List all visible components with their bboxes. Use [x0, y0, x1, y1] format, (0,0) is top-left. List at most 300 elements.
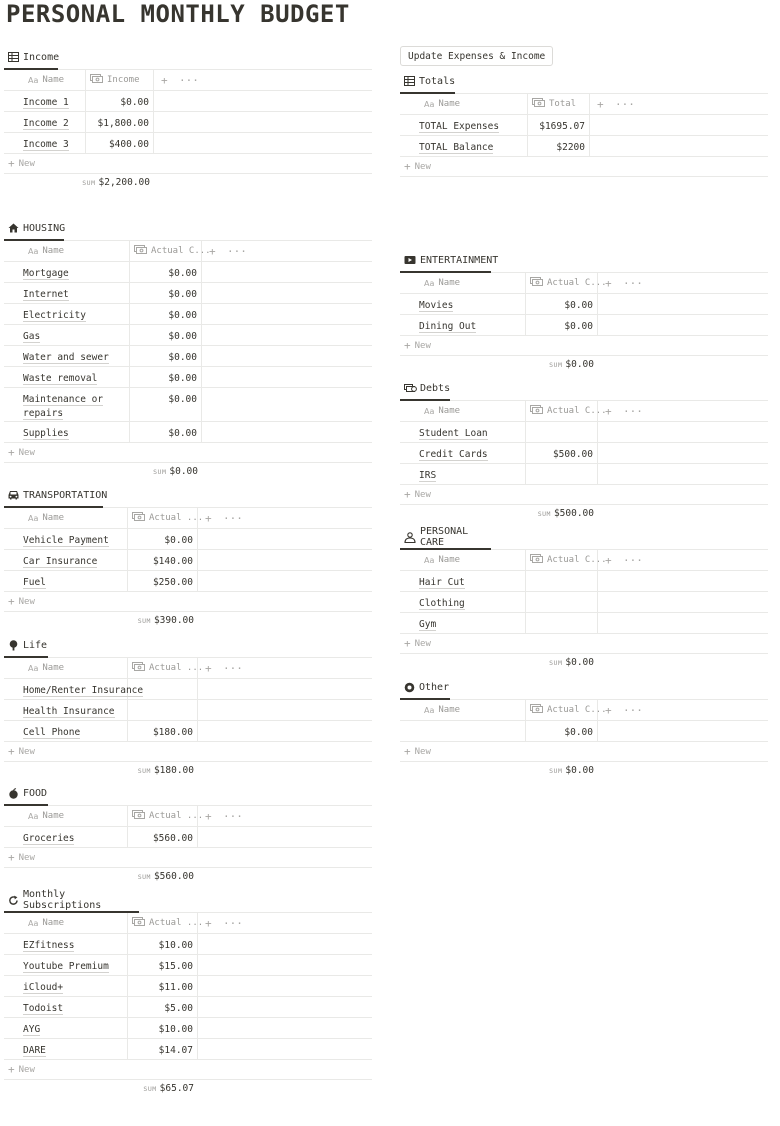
row-name-text: Dining Out: [419, 321, 477, 332]
table-row[interactable]: [4, 304, 372, 325]
add-column-icon[interactable]: +: [205, 661, 212, 675]
new-row-button[interactable]: [400, 634, 768, 654]
column-header-name[interactable]: [400, 550, 526, 570]
house-icon: [8, 222, 19, 234]
tab-housing[interactable]: [4, 217, 64, 241]
add-column-icon[interactable]: +: [605, 553, 612, 567]
tab-life[interactable]: [4, 634, 48, 658]
column-header-name-label: Name: [42, 246, 65, 256]
add-column-icon[interactable]: +: [205, 809, 212, 823]
row-name-text: Income 2: [23, 118, 69, 129]
row-name-text: Groceries: [23, 833, 75, 844]
column-header-value-label: Actual C...: [547, 278, 607, 288]
cell-name[interactable]: [4, 346, 130, 366]
row-name-text: Income 3: [23, 139, 69, 150]
sum-value[interactable]: [4, 177, 150, 188]
row-name-text: Cell Phone: [23, 727, 81, 738]
table-row[interactable]: [400, 136, 768, 157]
cell-name[interactable]: [4, 1018, 128, 1038]
table-row[interactable]: [4, 388, 372, 422]
tab-label: Totals: [419, 75, 456, 87]
sum-row: [4, 612, 372, 632]
sum-amount: $0.00: [169, 466, 198, 477]
table-row[interactable]: [400, 443, 768, 464]
table-row[interactable]: [4, 367, 372, 388]
cell-name[interactable]: [4, 955, 128, 975]
table-row[interactable]: [4, 976, 372, 997]
row-name-text: Hair Cut: [419, 577, 465, 588]
tab-label: Other: [419, 681, 450, 693]
add-column-icon[interactable]: +: [205, 511, 212, 525]
cell-name[interactable]: [4, 422, 130, 442]
row-name-text: Gym: [419, 619, 437, 630]
cell-value[interactable]: [526, 592, 598, 612]
header-row: [4, 70, 372, 91]
cell-value[interactable]: $0.00: [526, 294, 598, 314]
page-title: PERSONAL MONTHLY BUDGET: [6, 0, 350, 28]
column-header-name-label: Name: [42, 918, 65, 928]
text-type-icon: Aa: [28, 513, 39, 523]
currency-icon: [132, 917, 145, 929]
row-name-text: Maintenance or repairs: [23, 394, 104, 419]
cell-name[interactable]: [400, 115, 528, 135]
row-name-text: Income 1: [23, 97, 69, 108]
table-row[interactable]: [4, 827, 372, 848]
table-row[interactable]: [4, 91, 372, 112]
tab-label: TRANSPORTATION: [23, 489, 108, 501]
more-options-icon[interactable]: ···: [223, 511, 243, 525]
sum-row: [4, 868, 372, 888]
housing-table: [4, 217, 372, 484]
tab-debts[interactable]: [400, 377, 450, 401]
cell-name[interactable]: [4, 721, 128, 741]
column-header-value-label: Actual ...: [149, 663, 204, 673]
currency-icon: [532, 98, 545, 110]
cell-value[interactable]: $180.00: [128, 721, 198, 741]
new-row-button[interactable]: [400, 336, 768, 356]
row-name-text: Credit Cards: [419, 449, 488, 460]
new-row-label: New: [18, 852, 35, 863]
tab-entertainment[interactable]: [400, 249, 499, 273]
sum-amount: $500.00: [553, 508, 594, 519]
column-header-name-label: Name: [42, 513, 65, 523]
cell-value[interactable]: [526, 422, 598, 442]
right-column: [400, 46, 768, 776]
table-row[interactable]: [400, 115, 768, 136]
sum-label: SUM: [137, 767, 151, 775]
cell-name[interactable]: [4, 571, 128, 591]
column-header-value[interactable]: [526, 273, 607, 293]
column-header-value-label: Actual C...: [151, 246, 211, 256]
text-type-icon: Aa: [424, 99, 435, 109]
column-header-name-label: Name: [438, 99, 461, 109]
sum-value[interactable]: [4, 1083, 194, 1094]
column-header-name[interactable]: [400, 401, 526, 421]
header-row: [400, 94, 768, 115]
currency-icon: [132, 810, 145, 822]
cell-name[interactable]: [4, 388, 130, 421]
text-type-icon: Aa: [424, 406, 435, 416]
sum-value[interactable]: [4, 871, 194, 882]
cell-name[interactable]: [4, 827, 128, 847]
column-header-value-label: Actual ...: [149, 513, 204, 523]
text-type-icon: Aa: [424, 555, 435, 565]
column-header-value[interactable]: [128, 913, 204, 933]
plus-icon: +: [404, 160, 411, 173]
column-header-name-label: Name: [438, 705, 461, 715]
column-header-value[interactable]: [528, 94, 590, 114]
totals-table: [400, 70, 768, 219]
cell-name[interactable]: [400, 464, 526, 484]
column-header-name[interactable]: [400, 700, 526, 720]
table-row[interactable]: [400, 315, 768, 336]
row-name-text: Home/Renter Insurance: [23, 685, 144, 696]
plus-icon: +: [404, 339, 411, 352]
cell-value[interactable]: $1695.07: [528, 115, 590, 135]
cell-value[interactable]: $140.00: [128, 550, 198, 570]
plus-icon: +: [8, 745, 15, 758]
cell-value[interactable]: $250.00: [128, 571, 198, 591]
column-header-value-label: Actual C...: [547, 406, 607, 416]
new-row-button[interactable]: [4, 443, 372, 463]
cell-value[interactable]: [526, 613, 598, 633]
cell-name[interactable]: [400, 422, 526, 442]
cell-name[interactable]: [400, 571, 526, 591]
table-row[interactable]: [400, 464, 768, 485]
cell-value[interactable]: $10.00: [128, 934, 198, 954]
tab-label: Income: [23, 51, 60, 63]
cell-value[interactable]: $0.00: [130, 283, 202, 303]
text-type-icon: Aa: [28, 75, 39, 85]
sum-value[interactable]: [400, 508, 594, 519]
cell-name[interactable]: [4, 997, 128, 1017]
column-header-name[interactable]: [4, 913, 128, 933]
row-name-text: Health Insurance: [23, 706, 115, 717]
column-header-value-label: Actual ...: [149, 918, 204, 928]
row-name-text: Electricity: [23, 310, 86, 321]
cell-value[interactable]: $560.00: [128, 827, 198, 847]
cell-value[interactable]: $400.00: [86, 133, 154, 153]
new-row-button[interactable]: [4, 1060, 372, 1080]
cell-value[interactable]: [526, 464, 598, 484]
column-header-name-label: Name: [42, 75, 65, 85]
cell-name[interactable]: [400, 136, 528, 156]
column-header-name[interactable]: [4, 658, 128, 678]
table-row[interactable]: [4, 112, 372, 133]
cell-name[interactable]: [4, 325, 130, 345]
cell-value[interactable]: $15.00: [128, 955, 198, 975]
header-row: [400, 550, 768, 571]
header-row: [400, 401, 768, 422]
more-options-icon[interactable]: ···: [223, 916, 243, 930]
table-row[interactable]: [4, 721, 372, 742]
plus-icon: +: [8, 446, 15, 459]
add-column-icon[interactable]: +: [597, 97, 604, 111]
cell-value[interactable]: $11.00: [128, 976, 198, 996]
table-row[interactable]: [400, 422, 768, 443]
sum-label: SUM: [82, 179, 96, 187]
sum-row: [4, 762, 372, 782]
new-row-button[interactable]: [4, 592, 372, 612]
cell-name[interactable]: [4, 133, 86, 153]
header-row: [4, 241, 372, 262]
cell-value[interactable]: $2200: [528, 136, 590, 156]
row-name-text: EZfitness: [23, 940, 75, 951]
sum-row: [400, 505, 768, 525]
plus-icon: +: [8, 851, 15, 864]
cell-value[interactable]: $0.00: [526, 315, 598, 335]
tab-food[interactable]: [4, 782, 48, 806]
column-header-value[interactable]: [526, 401, 607, 421]
column-header-name[interactable]: [4, 806, 128, 826]
row-name-text: Vehicle Payment: [23, 535, 109, 546]
cell-name[interactable]: [4, 112, 86, 132]
add-column-icon[interactable]: +: [209, 244, 216, 258]
cell-value[interactable]: $0.00: [130, 367, 202, 387]
cell-name[interactable]: [4, 700, 128, 720]
add-column-icon[interactable]: +: [205, 916, 212, 930]
column-header-name[interactable]: [4, 241, 130, 261]
entertainment-tabbar: [400, 249, 768, 273]
new-row-label: New: [414, 638, 431, 649]
table-row[interactable]: [4, 422, 372, 443]
sum-value[interactable]: [400, 657, 594, 668]
table-row[interactable]: [4, 346, 372, 367]
column-header-value[interactable]: [128, 658, 204, 678]
plus-icon: +: [8, 157, 15, 170]
column-header-value-label: Total: [549, 99, 577, 109]
cell-name[interactable]: [400, 613, 526, 633]
column-header-value[interactable]: [128, 508, 204, 528]
table-row[interactable]: [4, 550, 372, 571]
cell-value[interactable]: $0.00: [128, 529, 198, 549]
row-name-text: Youtube Premium: [23, 961, 109, 972]
currency-icon: [132, 512, 145, 524]
cell-value[interactable]: $500.00: [526, 443, 598, 463]
cell-name[interactable]: [400, 721, 526, 741]
header-row: [4, 806, 372, 827]
sum-amount: $0.00: [565, 657, 594, 668]
cell-value[interactable]: $0.00: [130, 388, 202, 421]
cell-value[interactable]: $5.00: [128, 997, 198, 1017]
new-row-button[interactable]: [400, 157, 768, 177]
table-row[interactable]: [4, 1018, 372, 1039]
new-row-button[interactable]: [400, 742, 768, 762]
table-row[interactable]: [4, 997, 372, 1018]
table-row[interactable]: [4, 955, 372, 976]
tab-transportation[interactable]: [4, 484, 108, 508]
cell-name[interactable]: [400, 315, 526, 335]
new-row-button[interactable]: [400, 485, 768, 505]
tab-personal_care[interactable]: [400, 526, 491, 550]
column-header-name-label: Name: [438, 278, 461, 288]
tab-other[interactable]: [400, 676, 450, 700]
cell-value[interactable]: $14.07: [128, 1039, 198, 1059]
text-type-icon: Aa: [28, 663, 39, 673]
cell-name[interactable]: [4, 91, 86, 111]
sum-label: SUM: [137, 617, 151, 625]
text-type-icon: Aa: [28, 811, 39, 821]
column-header-name[interactable]: [400, 94, 528, 114]
cell-value[interactable]: $0.00: [130, 346, 202, 366]
sum-label: SUM: [143, 1085, 157, 1093]
cell-value[interactable]: $10.00: [128, 1018, 198, 1038]
transportation-table: [4, 484, 372, 634]
apple-icon: [8, 787, 19, 799]
column-header-value[interactable]: [526, 700, 607, 720]
cell-name[interactable]: [4, 367, 130, 387]
more-options-icon[interactable]: ···: [179, 73, 199, 87]
cell-name[interactable]: [4, 1039, 128, 1059]
column-header-value[interactable]: [130, 241, 211, 261]
table-row[interactable]: [400, 571, 768, 592]
sum-value[interactable]: [400, 359, 594, 370]
row-name-text: AYG: [23, 1024, 41, 1035]
cell-name[interactable]: [4, 529, 128, 549]
tab-label: FOOD: [23, 787, 48, 799]
more-options-icon[interactable]: ···: [623, 276, 643, 290]
table-row[interactable]: [4, 679, 372, 700]
add-column-icon[interactable]: +: [605, 703, 612, 717]
column-header-value[interactable]: [128, 806, 204, 826]
cell-value[interactable]: $0.00: [130, 262, 202, 282]
cell-name[interactable]: [4, 304, 130, 324]
car-icon: [8, 489, 19, 501]
personal-care-table: [400, 526, 768, 676]
table-row[interactable]: [400, 613, 768, 634]
cell-value[interactable]: [128, 700, 198, 720]
column-header-name[interactable]: [4, 508, 128, 528]
sum-value[interactable]: [4, 466, 198, 477]
more-options-icon[interactable]: ···: [223, 809, 243, 823]
table-row[interactable]: [4, 1039, 372, 1060]
ticket-icon: [404, 254, 416, 266]
cell-name[interactable]: [4, 283, 130, 303]
row-name-text: TOTAL Balance: [419, 142, 494, 153]
add-column-icon[interactable]: +: [605, 404, 612, 418]
plus-icon: +: [404, 488, 411, 501]
new-row-label: New: [18, 596, 35, 607]
header-row: [4, 658, 372, 679]
tab-subscriptions[interactable]: [4, 889, 139, 913]
add-column-icon[interactable]: +: [605, 276, 612, 290]
cell-name[interactable]: [4, 934, 128, 954]
subscriptions-table: [4, 889, 372, 1099]
plus-icon: +: [8, 1063, 15, 1076]
table-row[interactable]: [400, 294, 768, 315]
table-row[interactable]: [4, 133, 372, 154]
sum-value[interactable]: [400, 765, 594, 776]
table-row[interactable]: [400, 721, 768, 742]
housing-tabbar: [4, 217, 372, 241]
sum-value[interactable]: [4, 615, 194, 626]
cell-name[interactable]: [4, 679, 144, 699]
table-row[interactable]: [4, 934, 372, 955]
table-row[interactable]: [400, 592, 768, 613]
sum-row: [400, 356, 768, 376]
cell-value[interactable]: $0.00: [130, 325, 202, 345]
new-row-label: New: [18, 1064, 35, 1075]
row-name-text: Todoist: [23, 1003, 64, 1014]
tab-label: ENTERTAINMENT: [420, 254, 499, 266]
cell-name[interactable]: [400, 592, 526, 612]
debts-tabbar: [400, 377, 768, 401]
row-name-text: iCloud+: [23, 982, 64, 993]
row-name-text: TOTAL Expenses: [419, 121, 500, 132]
table-icon: [8, 51, 19, 63]
cell-value[interactable]: $0.00: [130, 422, 202, 442]
sum-value[interactable]: [4, 765, 194, 776]
cell-name[interactable]: [4, 262, 130, 282]
more-options-icon[interactable]: ···: [615, 97, 635, 111]
cell-name[interactable]: [4, 976, 128, 996]
more-options-icon[interactable]: ···: [227, 244, 247, 258]
table-row[interactable]: [4, 700, 372, 721]
column-header-name[interactable]: [400, 273, 526, 293]
cell-value[interactable]: $1,800.00: [86, 112, 154, 132]
column-header-name[interactable]: [4, 70, 86, 90]
table-row[interactable]: [4, 571, 372, 592]
sum-label: SUM: [549, 361, 563, 369]
column-header-name-label: Name: [438, 406, 461, 416]
new-row-button[interactable]: [4, 848, 372, 868]
plus-icon: +: [404, 745, 411, 758]
more-options-icon[interactable]: ···: [623, 703, 643, 717]
sum-amount: $2,200.00: [98, 177, 150, 188]
cell-value[interactable]: $0.00: [526, 721, 598, 741]
cell-name[interactable]: [400, 443, 526, 463]
cell-value[interactable]: $0.00: [130, 304, 202, 324]
tab-income[interactable]: [4, 46, 58, 70]
tab-label: Debts: [420, 382, 451, 394]
tab-label: Monthly Subscriptions: [23, 889, 102, 911]
header-row: [4, 913, 372, 934]
table-row[interactable]: [4, 283, 372, 304]
more-options-icon[interactable]: ···: [623, 404, 643, 418]
tab-totals[interactable]: [400, 70, 455, 94]
row-name-text: Student Loan: [419, 428, 488, 439]
new-row-button[interactable]: [4, 742, 372, 762]
more-options-icon[interactable]: ···: [623, 553, 643, 567]
new-row-button[interactable]: [4, 154, 372, 174]
person-icon: [404, 531, 416, 543]
table-row[interactable]: [4, 262, 372, 283]
cell-value[interactable]: $0.00: [86, 91, 154, 111]
entertainment-table: [400, 249, 768, 377]
sum-amount: $390.00: [153, 615, 194, 626]
row-name-text: Car Insurance: [23, 556, 98, 567]
add-column-icon[interactable]: +: [161, 73, 168, 87]
personal_care-tabbar: [400, 526, 768, 550]
table-row[interactable]: [4, 325, 372, 346]
row-name-text: Water and sewer: [23, 352, 109, 363]
cell-value[interactable]: [526, 571, 598, 591]
row-name-text: Movies: [419, 300, 454, 311]
row-name-text: Clothing: [419, 598, 465, 609]
column-header-value[interactable]: [526, 550, 607, 570]
cell-value[interactable]: [128, 679, 198, 699]
more-options-icon[interactable]: ···: [223, 661, 243, 675]
column-header-value[interactable]: [86, 70, 154, 90]
new-row-label: New: [18, 746, 35, 757]
update-expenses-income-button[interactable]: Update Expenses & Income: [400, 46, 553, 66]
cell-name[interactable]: [400, 294, 526, 314]
header-row: [400, 273, 768, 294]
cell-name[interactable]: [4, 550, 128, 570]
other-table: [400, 676, 768, 776]
table-row[interactable]: [4, 529, 372, 550]
subscriptions-tabbar: [4, 889, 372, 913]
